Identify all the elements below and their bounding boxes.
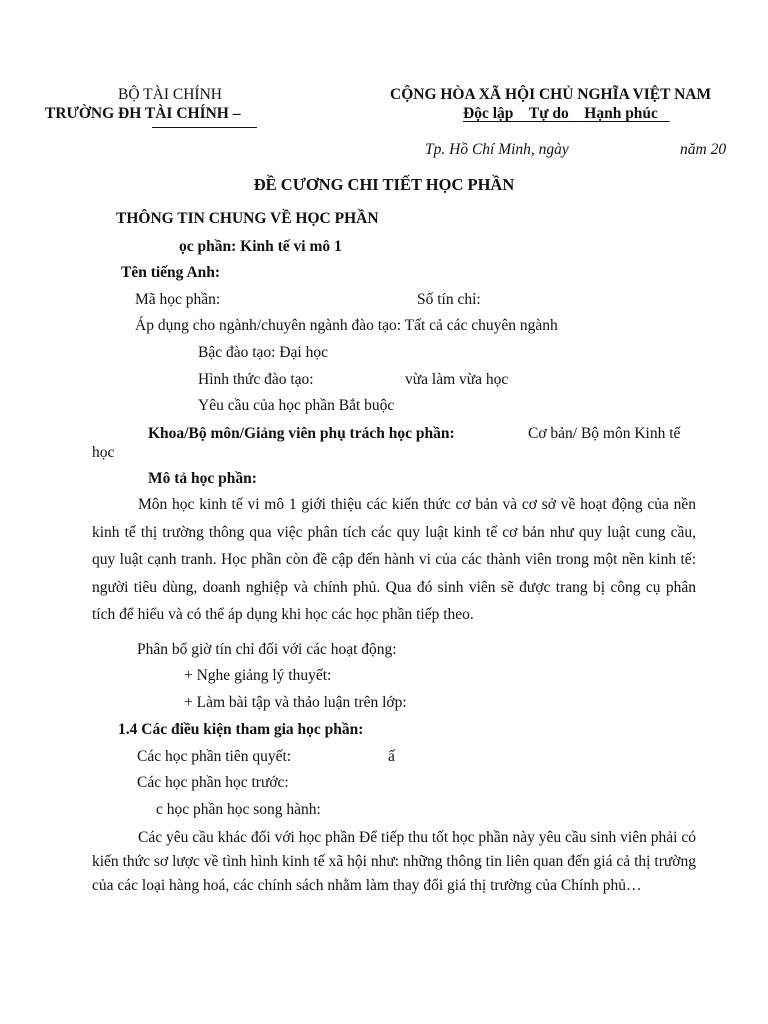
faculty-value-cont: học: [92, 444, 115, 461]
training-form-value: vừa làm vừa học: [405, 371, 509, 388]
motto-part-1: Độc lập: [463, 105, 514, 122]
allocation-theory: + Nghe giảng lý thuyết:: [184, 667, 332, 684]
english-name-label: Tên tiếng Anh:: [121, 264, 221, 281]
course-requirement: Yêu cầu của học phần Bắt buộc: [198, 397, 395, 414]
description-heading: Mô tả học phần:: [148, 470, 257, 487]
conditions-heading: 1.4 Các điều kiện tham gia học phần:: [118, 721, 364, 738]
credits-label: Số tín chỉ:: [417, 291, 481, 308]
prerequisite-label: Các học phần tiên quyết:: [137, 748, 292, 765]
allocation-practice: + Làm bài tập và thảo luận trên lớp:: [184, 694, 407, 711]
description-body: Môn học kinh tế vi mô 1 giới thiệu các kiến thức cơ bản và cơ sở về hoạt động của nền kinh tế thị trường thông qua việc phân tích các quy luật kinh tế cơ bản như quy luật cung cầu, quy luật cạnh tranh. Học phần còn đề cập đến hành vi của các thành viên trong một nền kinh tế: người tiêu dùng, doanh nghiệp và chính phủ. Qua đó sinh viên sẽ được trang bị công cụ phân tích để hiểu và có thể áp dụng khi học các học phần tiếp theo.: [92, 496, 696, 623]
parallel-courses-label: c học phần học song hành:: [156, 801, 321, 818]
course-name: ọc phần: Kinh tế vi mô 1: [179, 238, 342, 255]
faculty-value: Cơ bản/ Bộ môn Kinh tế: [528, 425, 681, 442]
school-name: TRƯỜNG ĐH TÀI CHÍNH –: [45, 105, 241, 122]
year: năm 20: [680, 141, 727, 158]
applies-to: Áp dụng cho ngành/chuyên ngành đào tạo: Tất cả các chuyên ngành: [135, 317, 558, 334]
motto: [463, 105, 670, 123]
ministry-name: BỘ TÀI CHÍNH: [118, 86, 222, 103]
school-underline: [152, 127, 257, 128]
prerequisite-value: ấ: [388, 748, 395, 765]
general-info-heading: THÔNG TIN CHUNG VỀ HỌC PHẦN: [116, 210, 379, 227]
training-level: Bậc đào tạo: Đại học: [198, 344, 328, 361]
republic-name: CỘNG HÒA XÃ HỘI CHỦ NGHĨA VIỆT NAM: [390, 86, 712, 103]
prior-courses-label: Các học phần học trước:: [137, 774, 289, 791]
motto-part-2: Tự do: [528, 105, 569, 122]
course-code-label: Mã học phần:: [135, 291, 221, 308]
document-title: ĐỀ CƯƠNG CHI TIẾT HỌC PHẦN: [253, 175, 515, 194]
place-date: Tp. Hồ Chí Minh, ngày: [425, 141, 569, 158]
motto-part-3: Hạnh phúc: [584, 105, 658, 122]
other-requirements: Các yêu cầu khác đối với học phần Để tiếp thu tốt học phần này yêu cầu sinh viên phải có kiến thức sơ lược về tình hình kinh tế xã hội như: những thông tin liên quan đến giá cả thị trường của các loại hàng hoá, các chính sách nhằm làm thay đổi giá thị trường của Chính phủ…: [92, 829, 696, 894]
faculty-label: Khoa/Bộ môn/Giảng viên phụ trách học phần:: [148, 425, 455, 442]
training-form-label: Hình thức đào tạo:: [198, 371, 314, 388]
allocation-label: Phân bổ giờ tín chỉ đối với các hoạt động:: [137, 641, 397, 658]
